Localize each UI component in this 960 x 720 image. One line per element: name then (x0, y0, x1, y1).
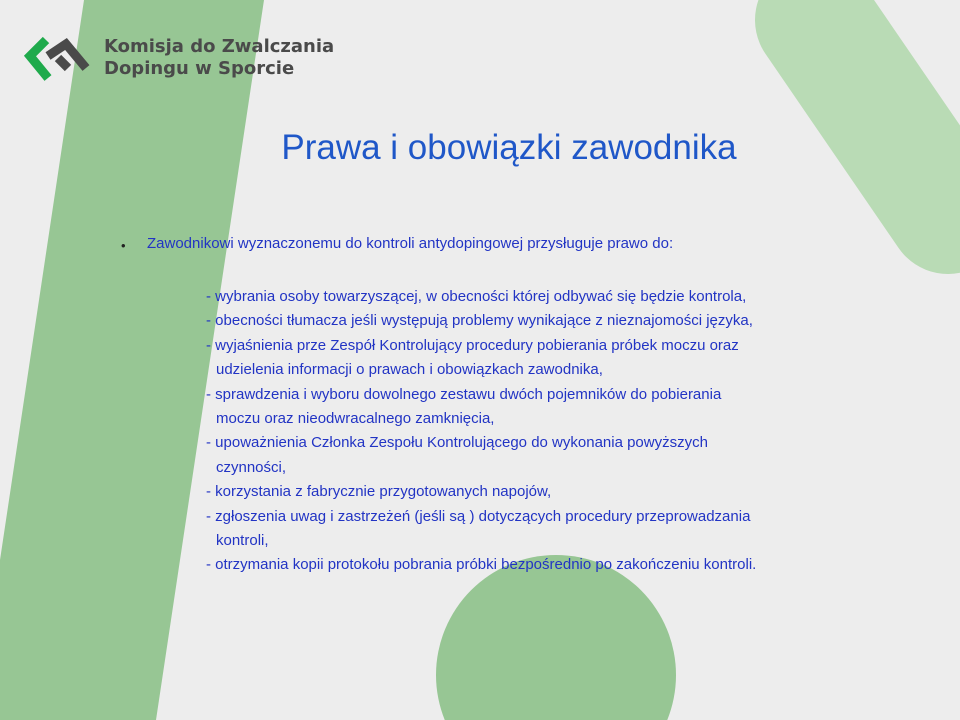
green-stripe-left (60, 0, 180, 720)
right-item-continuation: moczu oraz nieodwracalnego zamknięcia, (216, 410, 495, 428)
right-item: - otrzymania kopii protokołu pobrania próbki bezpośrednio po zakończeniu kontroli. (206, 556, 757, 574)
organization-name-line1: Komisja do Zwalczania (104, 36, 335, 57)
green-circle (436, 555, 676, 720)
right-item: - zgłoszenia uwag i zastrzeżeń (jeśli są ) dotyczących procedury przeprowadzania (206, 507, 751, 525)
kzd-logo-icon (22, 34, 90, 86)
right-item: - korzystania z fabrycznie przygotowanych napojów, (206, 483, 552, 501)
organization-name-line2: Dopingu w Sporcie (104, 58, 295, 79)
right-item: - sprawdzenia i wyboru dowolnego zestawu dwóch pojemników do pobierania (206, 385, 722, 403)
rights-list (206, 285, 756, 578)
intro-text: Zawodnikowi wyznaczonemu do kontroli antydopingowej przysługuje prawo do: (147, 235, 674, 252)
right-item: - upoważnienia Członka Zespołu Kontrolującego do wykonania powyższych (206, 434, 708, 452)
green-stripe-right (815, 20, 948, 214)
right-item-continuation: udzielenia informacji o prawach i obowiązkach zawodnika, (216, 361, 603, 379)
bullet-icon: • (121, 238, 126, 253)
right-item: - obecności tłumacza jeśli występują problemy wynikające z nieznajomości języka, (206, 312, 753, 330)
organization-name (104, 36, 334, 80)
right-item: - wybrania osoby towarzyszącej, w obecności której odbywać się będzie kontrola, (206, 288, 747, 305)
right-item-continuation: kontroli, (216, 532, 269, 550)
right-item: - wyjaśnienia prze Zespół Kontrolujący procedury pobierania próbek moczu oraz (206, 336, 739, 354)
slide-title: Prawa i obowiązki zawodnika (281, 128, 737, 167)
right-item-continuation: czynności, (216, 458, 287, 476)
